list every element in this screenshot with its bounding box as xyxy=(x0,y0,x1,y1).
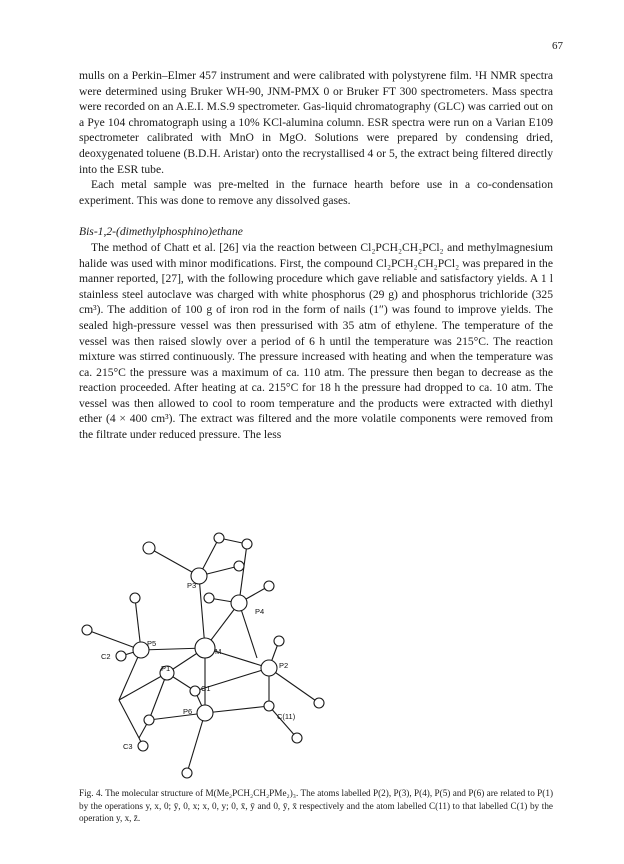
carbon-atom xyxy=(292,733,302,743)
atoms xyxy=(82,533,324,778)
molecular-structure-figure xyxy=(79,508,553,783)
label-c2: C2 xyxy=(101,652,111,661)
carbon-atom xyxy=(82,625,92,635)
section-heading: Bis-1,2-(dimethylphosphino)ethane xyxy=(79,225,243,239)
label-p1: P1 xyxy=(161,664,171,673)
label-m: M xyxy=(215,647,222,656)
carbon-atom xyxy=(234,561,244,571)
label-p3: P3 xyxy=(187,581,197,590)
paragraph-metal-sample: Each metal sample was pre-melted in the furnace hearth before use in a co-condensation experiment. This was done to remove any dissolved gases. xyxy=(79,178,553,207)
atom-c3 xyxy=(138,741,148,751)
carbon-atom xyxy=(242,539,252,549)
figure-caption: Fig. 4. The molecular structure of M(Me₂PCH₂CH₂PMe₂)₃. The atoms labelled P(2), P(3), P(4), P(5) and P(6) are related to P(1) by the operations y, x, 0; ȳ, 0, x; x, 0, y; 0, x̄, ȳ and 0, ȳ, x̄ respectively and the atom labelled C(11) to that labelled C(1) by the operation y, x, z̄. xyxy=(79,788,553,824)
label-p6: P6 xyxy=(183,707,193,716)
carbon-atom xyxy=(130,593,140,603)
label-p2: P2 xyxy=(279,661,289,670)
carbon-atom xyxy=(274,636,284,646)
carbon-atom xyxy=(143,542,155,554)
carbon-atom xyxy=(204,593,214,603)
carbon-atom xyxy=(182,768,192,778)
molecular-structure-diagram xyxy=(79,508,553,783)
atom-m xyxy=(195,638,215,658)
label-c1: C1 xyxy=(201,684,211,693)
carbon-atom xyxy=(144,715,154,725)
carbon-atom xyxy=(214,533,224,543)
label-c11: C(11) xyxy=(277,712,296,721)
page-number: 67 xyxy=(552,40,563,52)
carbon-atom xyxy=(264,581,274,591)
atom-c1 xyxy=(190,686,200,696)
body-text xyxy=(79,68,553,443)
paragraph-instruments: mulls on a Perkin–Elmer 457 instrument and were calibrated with polystyrene film. ¹H NMR spectra were determined using Bruker WH-90, JNM-PMX 0 or Bruker FT 300 spectrometers. Mass spectra were recorded on an A.E.I. M.S.9 spectrometer. Gas-liquid chromatography (GLC) was carried out on a Pye 104 chromatograph using a 10% KCl-alumina column. ESR spectra were run on a Varian E109 spectrometer calibrated with MnO in MgO. Solutions were prepared by condensing dried, deoxygenated toluene (B.D.H. Aristar) onto the recrystallised 4 or 5, the extract being filtered directly into the ESR tube. xyxy=(79,69,553,176)
atom-c11 xyxy=(264,701,274,711)
atom-p4 xyxy=(231,595,247,611)
carbon-atom xyxy=(314,698,324,708)
label-p5: P5 xyxy=(147,639,157,648)
paragraph-synthesis: The method of Chatt et al. [26] via the reaction between Cl₂PCH₂CH₂PCl₂ and methylmagnesium halide was used with minor modifications. First, the compound Cl₂PCH₂CH₂PCl₂ was prepared in the manner reported, [27], with the following procedure which gave reliable and satisfactory yields. A 1 l stainless steel autoclave was charged with white phosphorus (29 g) and phosphorus trichloride (325 cm³). The addition of 100 g of iron rod in the form of nails (1″) was found to improve yields. The sealed high-pressure vessel was then pressurised with 35 atm of ethylene. The temperature of the vessel was then raised slowly over a period of 6 h until the temperature was 215°C. The reaction mixture was stirred continuously. The pressure increased with heating and when the temperature was ca. 215°C the pressure was a maximum of ca. 110 atm. The pressure then began to decrease as the reaction proceeded. After heating at ca. 215°C for 18 h the pressure had dropped to ca. 10 atm. The vessel was then allowed to cool to room temperature and the products were extracted with diethyl ether (4 × 400 cm³). The extract was filtered and the more volatile components were removed from the filtrate under reduced pressure. The less xyxy=(79,240,553,442)
label-c3: C3 xyxy=(123,742,133,751)
atom-p2 xyxy=(261,660,277,676)
atom-c2 xyxy=(116,651,126,661)
label-p4: P4 xyxy=(255,607,265,616)
atom-p6 xyxy=(197,705,213,721)
